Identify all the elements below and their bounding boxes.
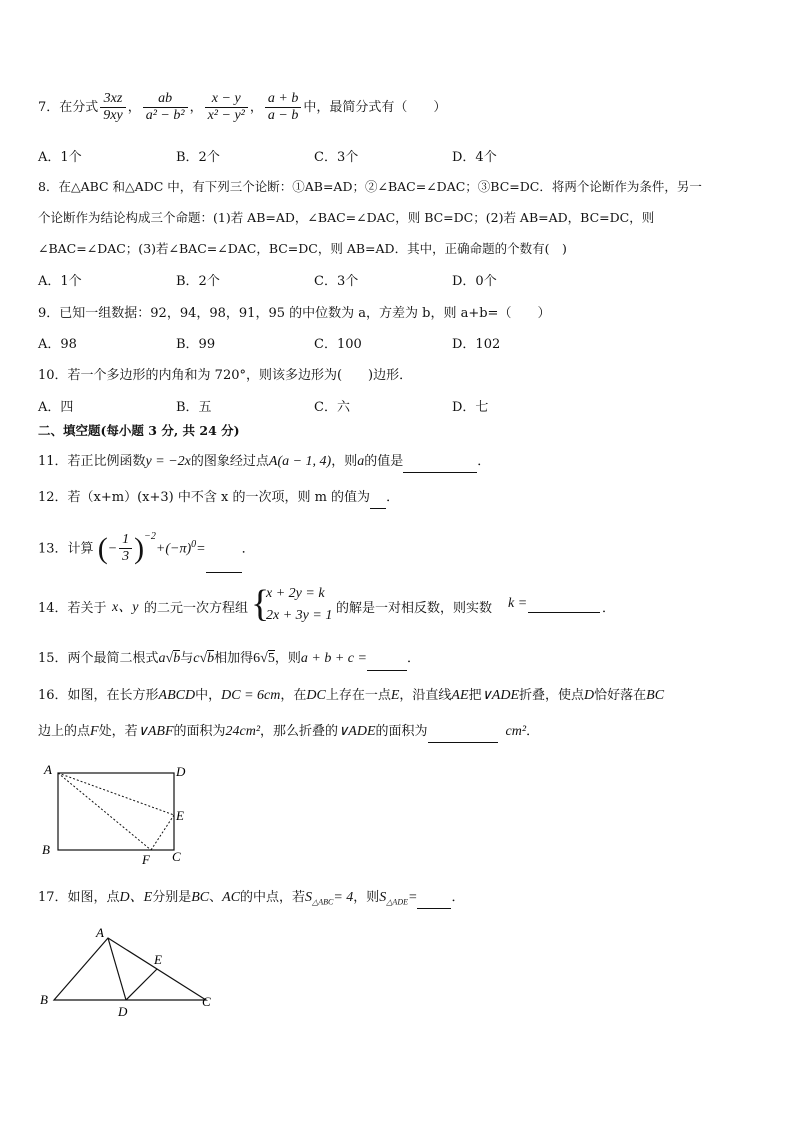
label-e: E [154, 952, 162, 967]
label-f: F [142, 852, 150, 867]
question-17: 17．如图，点D、E分别是BC、AC的中点，若$S_{\triangle ABC}= 4$，则$S_{\triangle ADE}=$ ． [38, 888, 464, 913]
question-12: 12．若（x+m）(x+3) 中不含 x 的一次项，则 m 的值为 ． [38, 488, 399, 509]
option-a[interactable]: A．1个 [38, 150, 82, 165]
option-c[interactable]: C．六 [314, 400, 350, 415]
option-d[interactable]: D．七 [452, 400, 489, 415]
label-c: C [172, 849, 181, 864]
option-c[interactable]: C．3个 [314, 150, 359, 165]
option-d[interactable]: D．102 [452, 337, 501, 352]
q13-fraction: $\frac{1}{3}$ [119, 532, 132, 565]
option-b[interactable]: B．2个 [176, 150, 220, 165]
option-a[interactable]: A．98 [38, 337, 77, 352]
label-b: B [42, 842, 50, 857]
label-e: E [176, 808, 184, 823]
option-d[interactable]: D．0个 [452, 274, 497, 289]
option-b[interactable]: B．99 [176, 337, 216, 352]
question-13: 13．计算 (− $\frac{1}{3}$ )$^{-2}+(-\pi)^0=$ ． [38, 522, 255, 568]
label-a: A [44, 762, 52, 777]
answer-blank[interactable] [417, 888, 451, 909]
triangle-midpoint-figure [36, 922, 226, 1022]
answer-blank[interactable] [370, 488, 386, 509]
q7-fraction-3: $\frac{x - y}{\text{x² − y²}}$ [205, 91, 248, 124]
segment-de [126, 969, 157, 1000]
option-a[interactable]: A．1个 [38, 274, 82, 289]
option-c[interactable]: C．3个 [314, 274, 359, 289]
answer-blank[interactable] [403, 452, 477, 473]
question-15: 15．两个最简二根式a√b与c√b相加得6√5，则a + b + c = ． [38, 648, 420, 671]
section-heading: 二、填空题(每小题 3 分, 共 24 分) [38, 423, 240, 438]
answer-blank[interactable] [206, 526, 242, 573]
q7-prefix: 7．在分式 [38, 100, 99, 115]
q7-fraction-4: $\frac{a + b}{a - b}$ [265, 91, 301, 124]
option-d[interactable]: D．4个 [452, 150, 497, 165]
q8-line-1: 8．在△ABC 和△ADC 中，有下列三个论断：①AB=AD；②∠BAC=∠DAC；③BC=DC．将两个论断作为条件，另一 [38, 179, 702, 194]
q8-line-3: ∠BAC=∠DAC；(3)若∠BAC=∠DAC，BC=DC，则 AB=AD．其中，正确命题的个数有( ) [38, 241, 567, 256]
q10-options [38, 396, 758, 414]
q7-fraction-2: $\frac{ab}{\text{a² − b²}}$ [143, 91, 188, 124]
segment-fe [151, 815, 174, 850]
q7-suffix: 中，最简分式有（ ） [303, 100, 447, 115]
q16-line-1: 16．如图，在长方形ABCD中，DC = 6cm，在DC上存在一点E，沿直线AE把∨ADE折叠，使点D恰好落在BC [38, 688, 665, 703]
q7-fraction-1: $\frac{3xz}{9xy}$ [100, 91, 125, 124]
label-c: C [202, 994, 211, 1009]
option-b[interactable]: B．五 [176, 400, 212, 415]
fold-line-ae [58, 773, 174, 815]
triangle-abc [54, 938, 206, 1000]
option-c[interactable]: C．100 [314, 337, 362, 352]
question-11: 11．若正比例函数y = −2x的图象经过点A(a − 1, 4)，则a的值是 ． [38, 452, 490, 473]
q16-line-2: 边上的点F处，若∨ABF的面积为24cm²，那么折叠的∨ADE的面积为 cm²． [38, 722, 539, 743]
question-7: 7．在分式 $\frac{3xz}{9xy}$ ， $\frac{ab}{\text{a² − b²}}$ ， $\frac{x - y}{\text{x² − y²}}$ ， $\frac{a + b}{a - b}$ 中，最简分式有（ ） [38, 91, 447, 123]
answer-blank[interactable] [367, 648, 407, 671]
option-b[interactable]: B．2个 [176, 274, 220, 289]
question-9: 9．已知一组数据：92，94，98，91，95 的中位数为 a，方差为 b，则 a+b=（ ） [38, 306, 551, 321]
label-d: D [118, 1004, 128, 1019]
answer-blank[interactable] [528, 597, 600, 613]
q7-options [38, 146, 758, 164]
option-a[interactable]: A．四 [38, 400, 74, 415]
answer-blank[interactable] [428, 722, 498, 743]
segment-af [58, 773, 151, 850]
label-a: A [96, 925, 104, 940]
q9-options [38, 333, 758, 351]
label-d: D [176, 764, 186, 779]
q8-options [38, 270, 758, 288]
q8-line-2: 个论断作为结论构成三个命题：(1)若 AB=AD，∠BAC=∠DAC，则 BC=DC；(2)若 AB=AD，BC=DC，则 [38, 210, 655, 225]
rectangle-fold-figure [36, 760, 196, 870]
label-b: B [40, 992, 48, 1007]
rectangle-abcd [58, 773, 174, 850]
question-10: 10．若一个多边形的内角和为 720°，则该多边形为( )边形． [38, 368, 413, 383]
